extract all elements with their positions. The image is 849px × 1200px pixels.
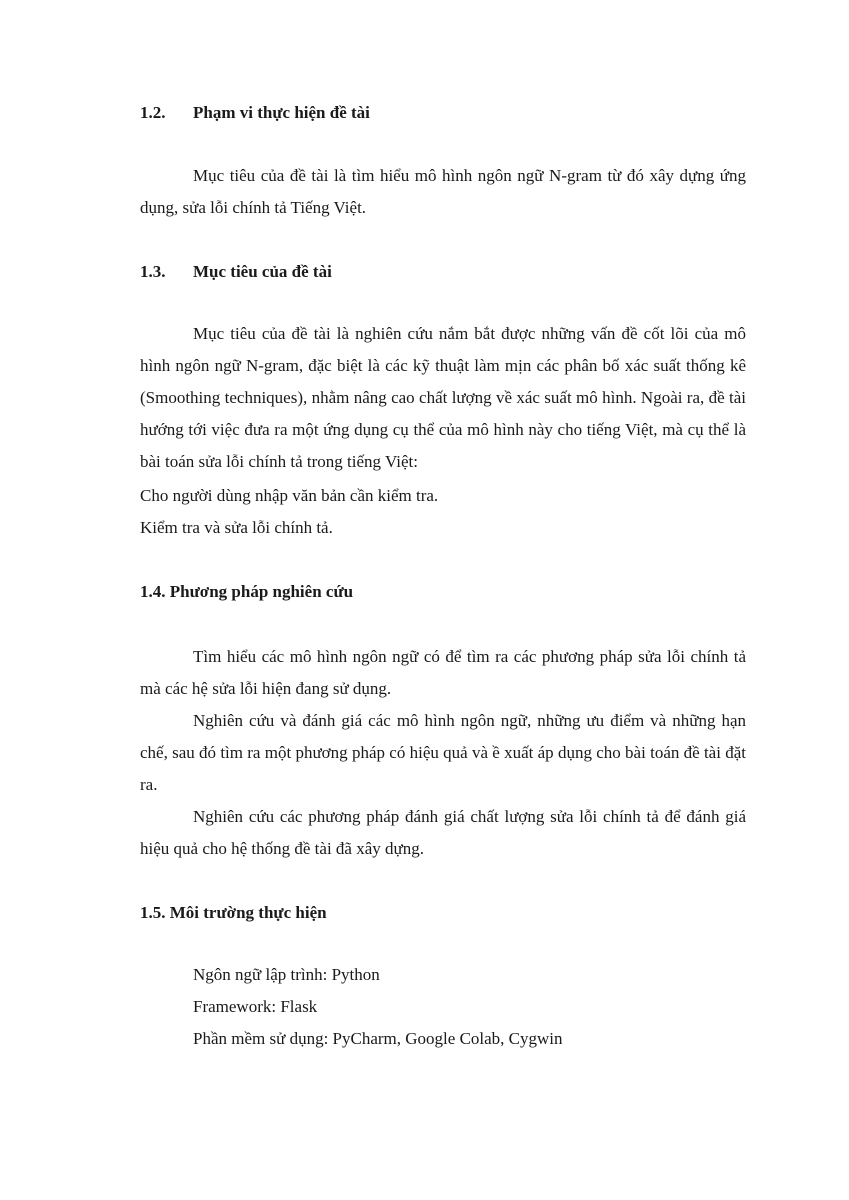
- goal-line-2: Kiểm tra và sửa lỗi chính tả.: [140, 518, 333, 537]
- paragraph-1-3: Mục tiêu của đề tài là nghiên cứu nắm bắt được những vấn đề cốt lõi của mô hình ngôn ngữ N-gram, đặc biệt là các kỹ thuật làm mịn các phân bố xác suất thống kê (Smoothing techniques), nhằm nâng cao chất lượng về xác suất mô hình. Ngoài ra, đề tài hướng tới việc đưa ra một ứng dụng cụ thể của mô hình này cho tiếng Việt, mà cụ thể là bài toán sửa lỗi chính tả trong tiếng Việt:: [140, 324, 746, 471]
- goal-line-1: Cho người dùng nhập văn bản cần kiểm tra.: [140, 486, 439, 505]
- heading-1-3-title: Mục tiêu của đề tài: [193, 262, 332, 281]
- paragraph-1-2: Mục tiêu của đề tài là tìm hiểu mô hình ngôn ngữ N-gram từ đó xây dựng ứng dụng, sửa lỗi chính tả Tiếng Việt.: [140, 166, 746, 217]
- heading-1-2: [140, 102, 370, 124]
- paragraph-1-4-2: Nghiên cứu và đánh giá các mô hình ngôn ngữ, những ưu điểm và những hạn chế, sau đó tìm ra một phương pháp có hiệu quả và ề xuất áp dụng cho bài toán đề tài đặt ra.: [140, 711, 746, 794]
- env-language: Ngôn ngữ lập trình: Python: [193, 965, 380, 984]
- paragraph-1-4-3: Nghiên cứu các phương pháp đánh giá chất lượng sửa lỗi chính tả để đánh giá hiệu quả cho hệ thống đề tài đã xây dựng.: [140, 807, 746, 858]
- env-framework: Framework: Flask: [193, 997, 318, 1016]
- paragraph-1-4-1: Tìm hiểu các mô hình ngôn ngữ có để tìm ra các phương pháp sửa lỗi chính tả mà các hệ sửa lỗi hiện đang sử dụng.: [140, 647, 746, 698]
- heading-1-5: 1.5. Môi trường thực hiện: [140, 903, 327, 922]
- env-software: Phần mềm sử dụng: PyCharm, Google Colab, Cygwin: [193, 1029, 563, 1048]
- heading-1-4: 1.4. Phương pháp nghiên cứu: [140, 582, 354, 601]
- heading-1-3: [140, 261, 332, 283]
- heading-1-3-number: 1.3.: [140, 262, 166, 281]
- heading-1-2-number: 1.2.: [140, 103, 166, 122]
- heading-1-2-title: Phạm vi thực hiện đề tài: [193, 103, 370, 122]
